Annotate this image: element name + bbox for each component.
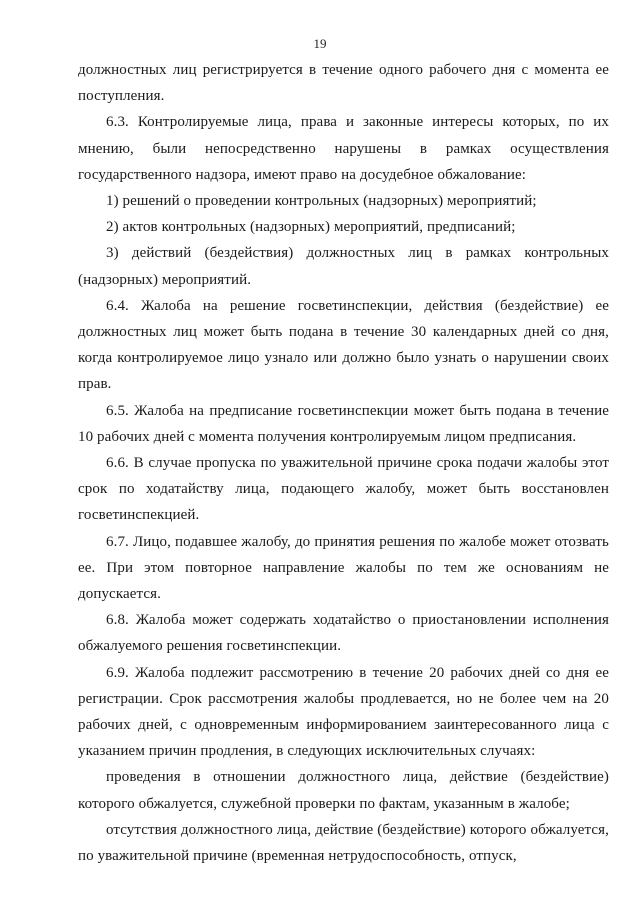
paragraph-6-7: 6.7. Лицо, подавшее жалобу, до принятия решения по жалобе может отозвать ее. При этом повторное направление жалобы по тем же основаниям не допускается. (78, 533, 609, 603)
document-body (78, 57, 609, 869)
paragraph-case-2: отсутствия должностного лица, действие (бездействие) которого обжалуется, по уважительной причине (временная нетрудоспособность, отпуск, (78, 821, 609, 865)
paragraph-6-5: 6.5. Жалоба на предписание госветинспекции может быть подана в течение 10 рабочих дней с момента получения контролируемым лицом предписания. (78, 402, 609, 445)
list-item-3: 3) действий (бездействия) должностных лиц в рамках контрольных (надзорных) мероприятий. (78, 245, 609, 288)
paragraph-6-4: 6.4. Жалоба на решение госветинспекции, действия (бездействие) ее должностных лиц может быть подана в течение 30 календарных дней со дня, когда контролируемое лицо узнало или должно было узнать о нарушении своих прав. (78, 297, 609, 393)
paragraph-6-8: 6.8. Жалоба может содержать ходатайство о приостановлении исполнения обжалуемого решения госветинспекции. (78, 612, 609, 655)
paragraph-continuation: должностных лиц регистрируется в течение одного рабочего дня с момента ее поступления. (78, 62, 609, 105)
paragraph-6-6: 6.6. В случае пропуска по уважительной причине срока подачи жалобы этот срок по ходатайству лица, подающего жалобу, может быть восстановлен госветинспекцией. (78, 455, 609, 524)
paragraph-case-1: проведения в отношении должностного лица, действие (бездействие) которого обжалуется, служебной проверки по фактам, указанным в жалобе; (78, 769, 609, 812)
page-number: 19 (313, 36, 327, 51)
paragraph-6-9: 6.9. Жалоба подлежит рассмотрению в течение 20 рабочих дней со дня ее регистрации. Срок рассмотрения жалобы продлевается, но не более чем на 20 рабочих дней, с одновременным информированием заинтересованного лица с указанием причин продления, в следующих исключительных случаях: (78, 664, 609, 760)
paragraph-6-3: 6.3. Контролируемые лица, права и законные интересы которых, по их мнению, были непосредственно нарушены в рамках осуществления государственного надзора, имеют право на досудебное обжалование: (78, 114, 609, 183)
list-item-2: 2) актов контрольных (надзорных) мероприятий, предписаний; (106, 219, 516, 236)
list-item-1: 1) решений о проведении контрольных (надзорных) мероприятий; (106, 193, 537, 210)
